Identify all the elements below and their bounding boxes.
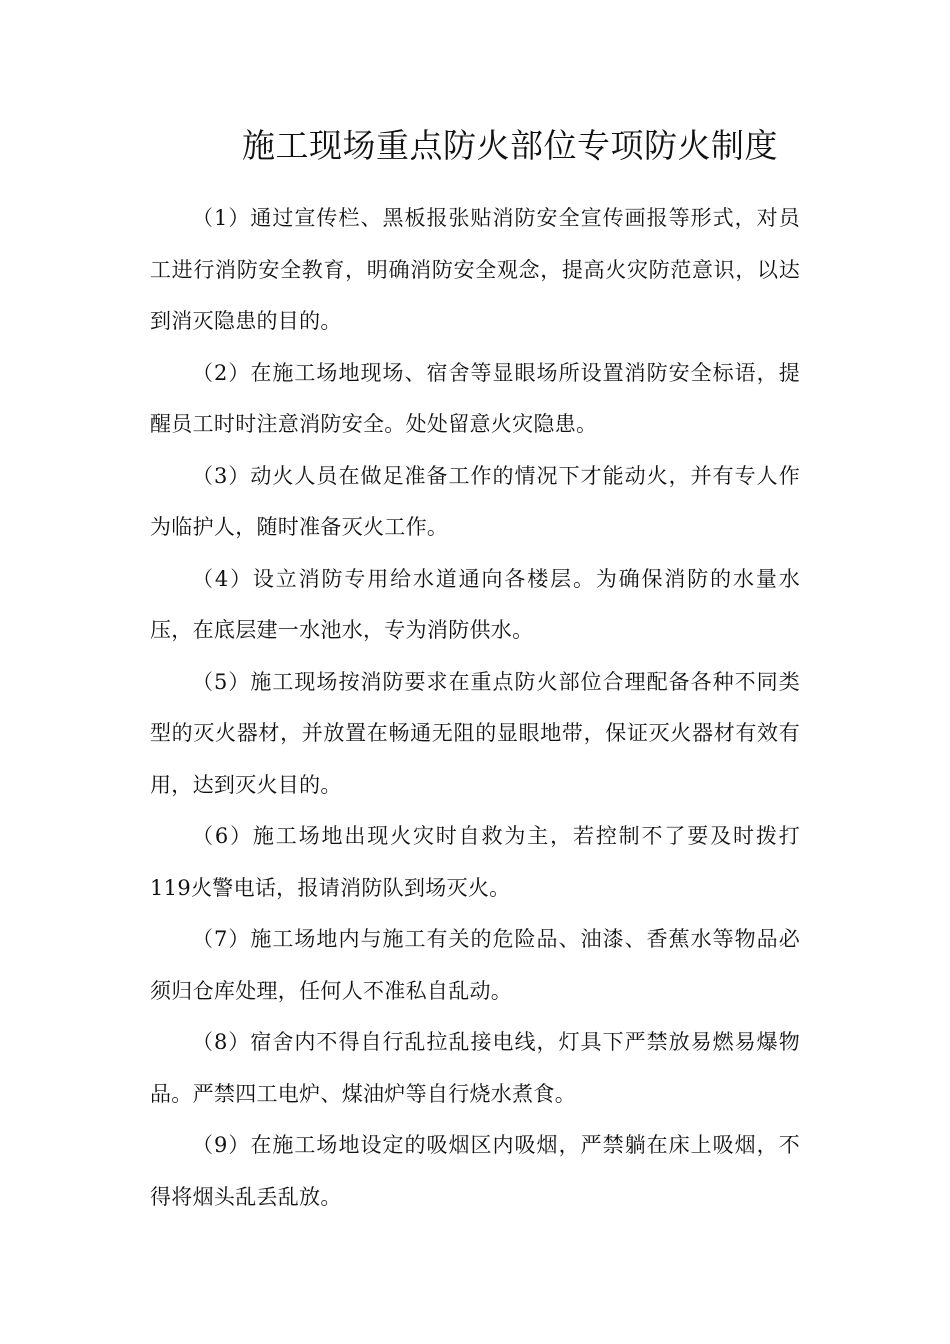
- paragraph-5: （5）施工现场按消防要求在重点防火部位合理配备各种不同类型的灭火器材，并放置在畅通无阻的显眼地带，保证灭火器材有效有用，达到灭火目的。: [150, 669, 800, 797]
- paragraph-9: （9）在施工场地设定的吸烟区内吸烟，严禁躺在床上吸烟，不得将烟头乱丢乱放。: [150, 1133, 800, 1209]
- paragraph-7: （7）施工场地内与施工有关的危险品、油漆、香蕉水等物品必须归仓库处理，任何人不准私自乱动。: [150, 927, 800, 1003]
- paragraph-6: （6）施工场地出现火灾时自救为主，若控制不了要及时拨打119火警电话，报请消防队到场灭火。: [150, 824, 800, 900]
- paragraph-8: （8）宿舍内不得自行乱拉乱接电线，灯具下严禁放易燃易爆物品。严禁四工电炉、煤油炉等自行烧水煮食。: [150, 1030, 800, 1106]
- paragraph-2: （2）在施工场地现场、宿舍等显眼场所设置消防安全标语，提醒员工时时注意消防安全。处处留意火灾隐患。: [150, 360, 800, 436]
- paragraph-1: （1）通过宣传栏、黑板报张贴消防安全宣传画报等形式，对员工进行消防安全教育，明确消防安全观念，提高火灾防范意识，以达到消灭隐患的目的。: [150, 206, 800, 333]
- paragraph-4: （4）设立消防专用给水道通向各楼层。为确保消防的水量水压，在底层建一水池水，专为消防供水。: [150, 566, 800, 642]
- paragraph-3: （3）动火人员在做足准备工作的情况下才能动火，并有专人作为临护人，随时准备灭火工作。: [150, 463, 800, 539]
- document-body: [150, 193, 800, 1223]
- document-title: 施工现场重点防火部位专项防火制度: [242, 126, 778, 165]
